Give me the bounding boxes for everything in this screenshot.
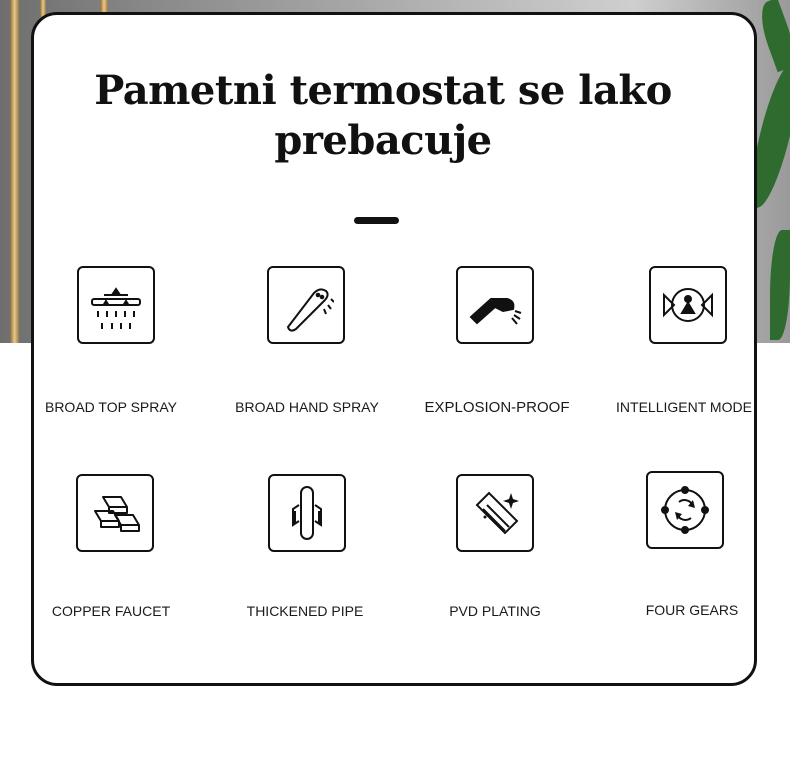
explosion-proof-icon <box>456 266 534 344</box>
page-title <box>0 66 766 166</box>
feature-label-thickened-pipe: THICKENED PIPE <box>246 603 364 619</box>
thickened-pipe-icon <box>268 474 346 552</box>
hand-spray-icon <box>267 266 345 344</box>
feature-label-copper-faucet: COPPER FAUCET <box>51 603 171 619</box>
shower-pipe <box>10 0 19 343</box>
title-line-1: Pametni termostat se lako <box>94 67 672 114</box>
feature-label-hand-spray: BROAD HAND SPRAY <box>235 399 379 415</box>
pvd-plating-icon <box>456 474 534 552</box>
plant-leaf <box>754 0 790 72</box>
intelligent-mode-icon <box>649 266 727 344</box>
top-spray-icon <box>77 266 155 344</box>
feature-label-intelligent-mode: INTELLIGENT MODE <box>616 399 752 415</box>
copper-bars-icon <box>76 474 154 552</box>
feature-label-top-spray: BROAD TOP SPRAY <box>44 399 177 415</box>
feature-label-four-gears: FOUR GEARS <box>645 602 739 618</box>
feature-label-explosion-proof: EXPLOSION-PROOF <box>424 399 570 416</box>
plant-leaf <box>770 230 790 340</box>
feature-label-pvd-plating: PVD PLATING <box>449 603 541 619</box>
title-underline <box>354 217 399 224</box>
title-line-2: prebacuje <box>274 117 492 164</box>
four-gears-icon <box>646 471 724 549</box>
